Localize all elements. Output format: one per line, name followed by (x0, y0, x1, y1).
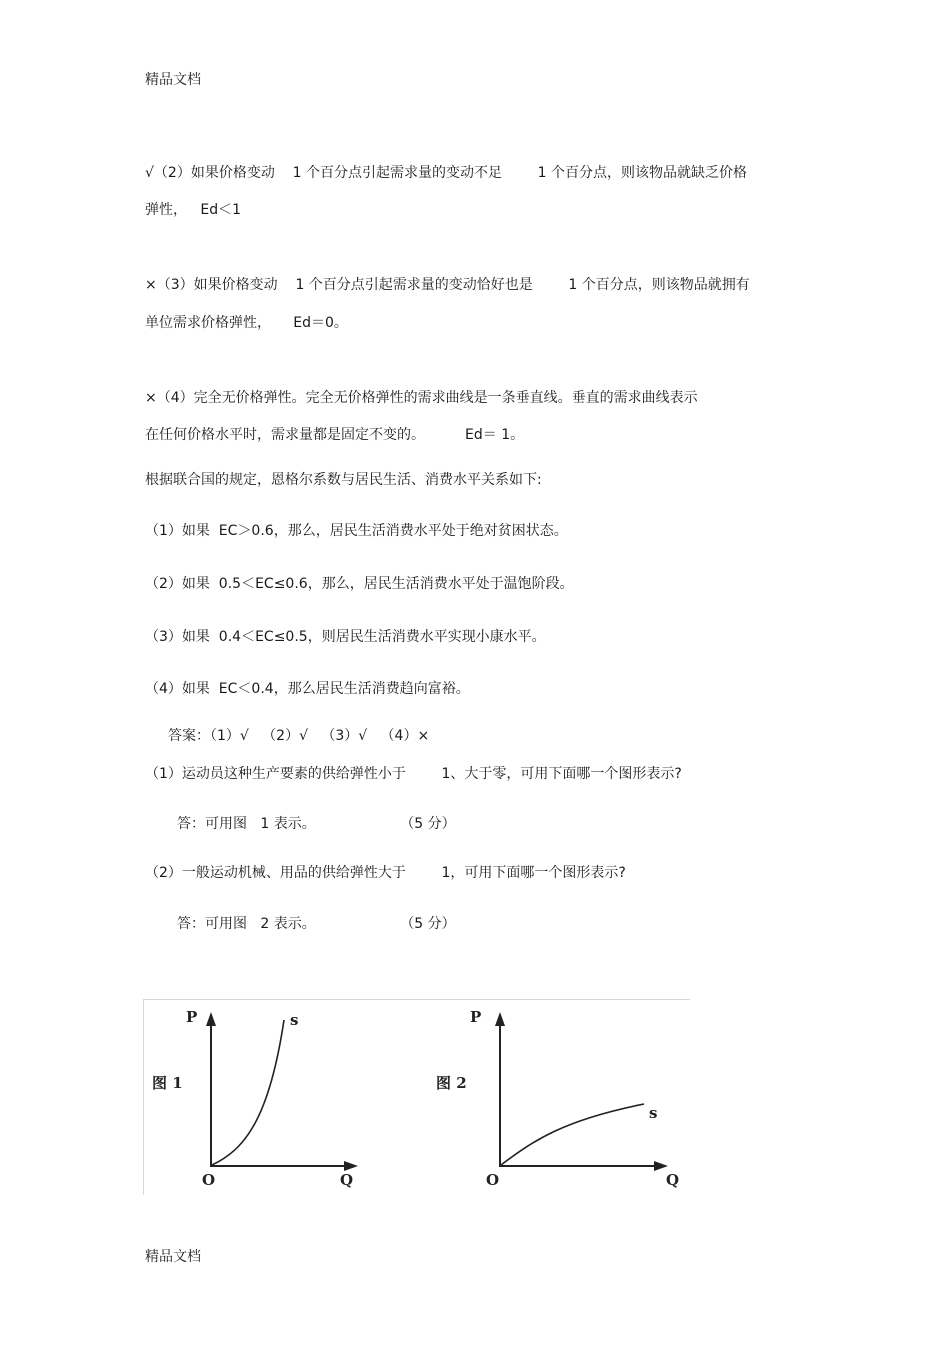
figure-panel (143, 999, 690, 1195)
figure-2-curve-label: s (649, 1104, 658, 1122)
figure-2-origin: O (486, 1171, 500, 1189)
answer-2: 答：可用图 2 表示。 （5 分） (177, 916, 456, 932)
figure-2-x-label: Q (666, 1171, 680, 1189)
figure-1-y-label: P (186, 1008, 198, 1026)
figure-2-x-arrow (654, 1161, 668, 1171)
un-rule-3: （3）如果 0.4＜EC≤0.5，则居民生活消费水平实现小康水平。 (145, 629, 546, 645)
item-2-line-2: 弹性， Ed＜1 (145, 202, 241, 218)
item-2-line-1: √（2）如果价格变动 1 个百分点引起需求量的变动不足 1 个百分点，则该物品就缺乏价格 (145, 165, 747, 181)
figure-2-y-label: P (470, 1008, 482, 1026)
figure-1-origin: O (202, 1171, 216, 1189)
figure-1-curve-label: s (290, 1011, 299, 1029)
un-rule-1: （1）如果 EC＞0.6，那么，居民生活消费水平处于绝对贫困状态。 (145, 523, 568, 539)
item-3-line-2: 单位需求价格弹性， Ed＝0。 (145, 315, 348, 331)
figure-2-y-arrow (495, 1012, 505, 1026)
figure-1-curve (212, 1020, 284, 1165)
figure-1-x-label: Q (340, 1171, 354, 1189)
item-3-line-1: ×（3）如果价格变动 1 个百分点引起需求量的变动恰好也是 1 个百分点，则该物品就拥有 (145, 277, 750, 293)
figure-2-caption: 图 2 (436, 1074, 467, 1092)
page-header: 精品文档 (145, 72, 201, 88)
figures-svg (144, 1000, 690, 1195)
answer-1: 答：可用图 1 表示。 （5 分） (177, 816, 456, 832)
figure-1-y-arrow (206, 1012, 216, 1026)
item-4-line-1: ×（4）完全无价格弹性。完全无价格弹性的需求曲线是一条垂直线。垂直的需求曲线表示 (145, 390, 698, 406)
un-intro: 根据联合国的规定，恩格尔系数与居民生活、消费水平关系如下: (145, 472, 542, 488)
figure-1-x-arrow (344, 1161, 358, 1171)
figure-2-curve (501, 1104, 644, 1165)
figure-1-caption: 图 1 (152, 1074, 183, 1092)
un-rule-4: （4）如果 EC＜0.4，那么居民生活消费趋向富裕。 (145, 681, 470, 697)
un-rule-2: （2）如果 0.5＜EC≤0.6，那么，居民生活消费水平处于温饱阶段。 (145, 576, 574, 592)
item-4-line-2: 在任何价格水平时，需求量都是固定不变的。 Ed＝ 1。 (145, 427, 525, 443)
question-2: （2）一般运动机械、用品的供给弹性大于 1，可用下面哪一个图形表示? (145, 865, 626, 881)
answer-line: 答案：（1）√ （2）√ （3）√ （4）× (168, 728, 430, 744)
question-1: （1）运动员这种生产要素的供给弹性小于 1、大于零，可用下面哪一个图形表示? (145, 766, 682, 782)
page-footer: 精品文档 (145, 1249, 201, 1265)
figure-1 (152, 1008, 358, 1189)
figure-2 (436, 1008, 679, 1189)
